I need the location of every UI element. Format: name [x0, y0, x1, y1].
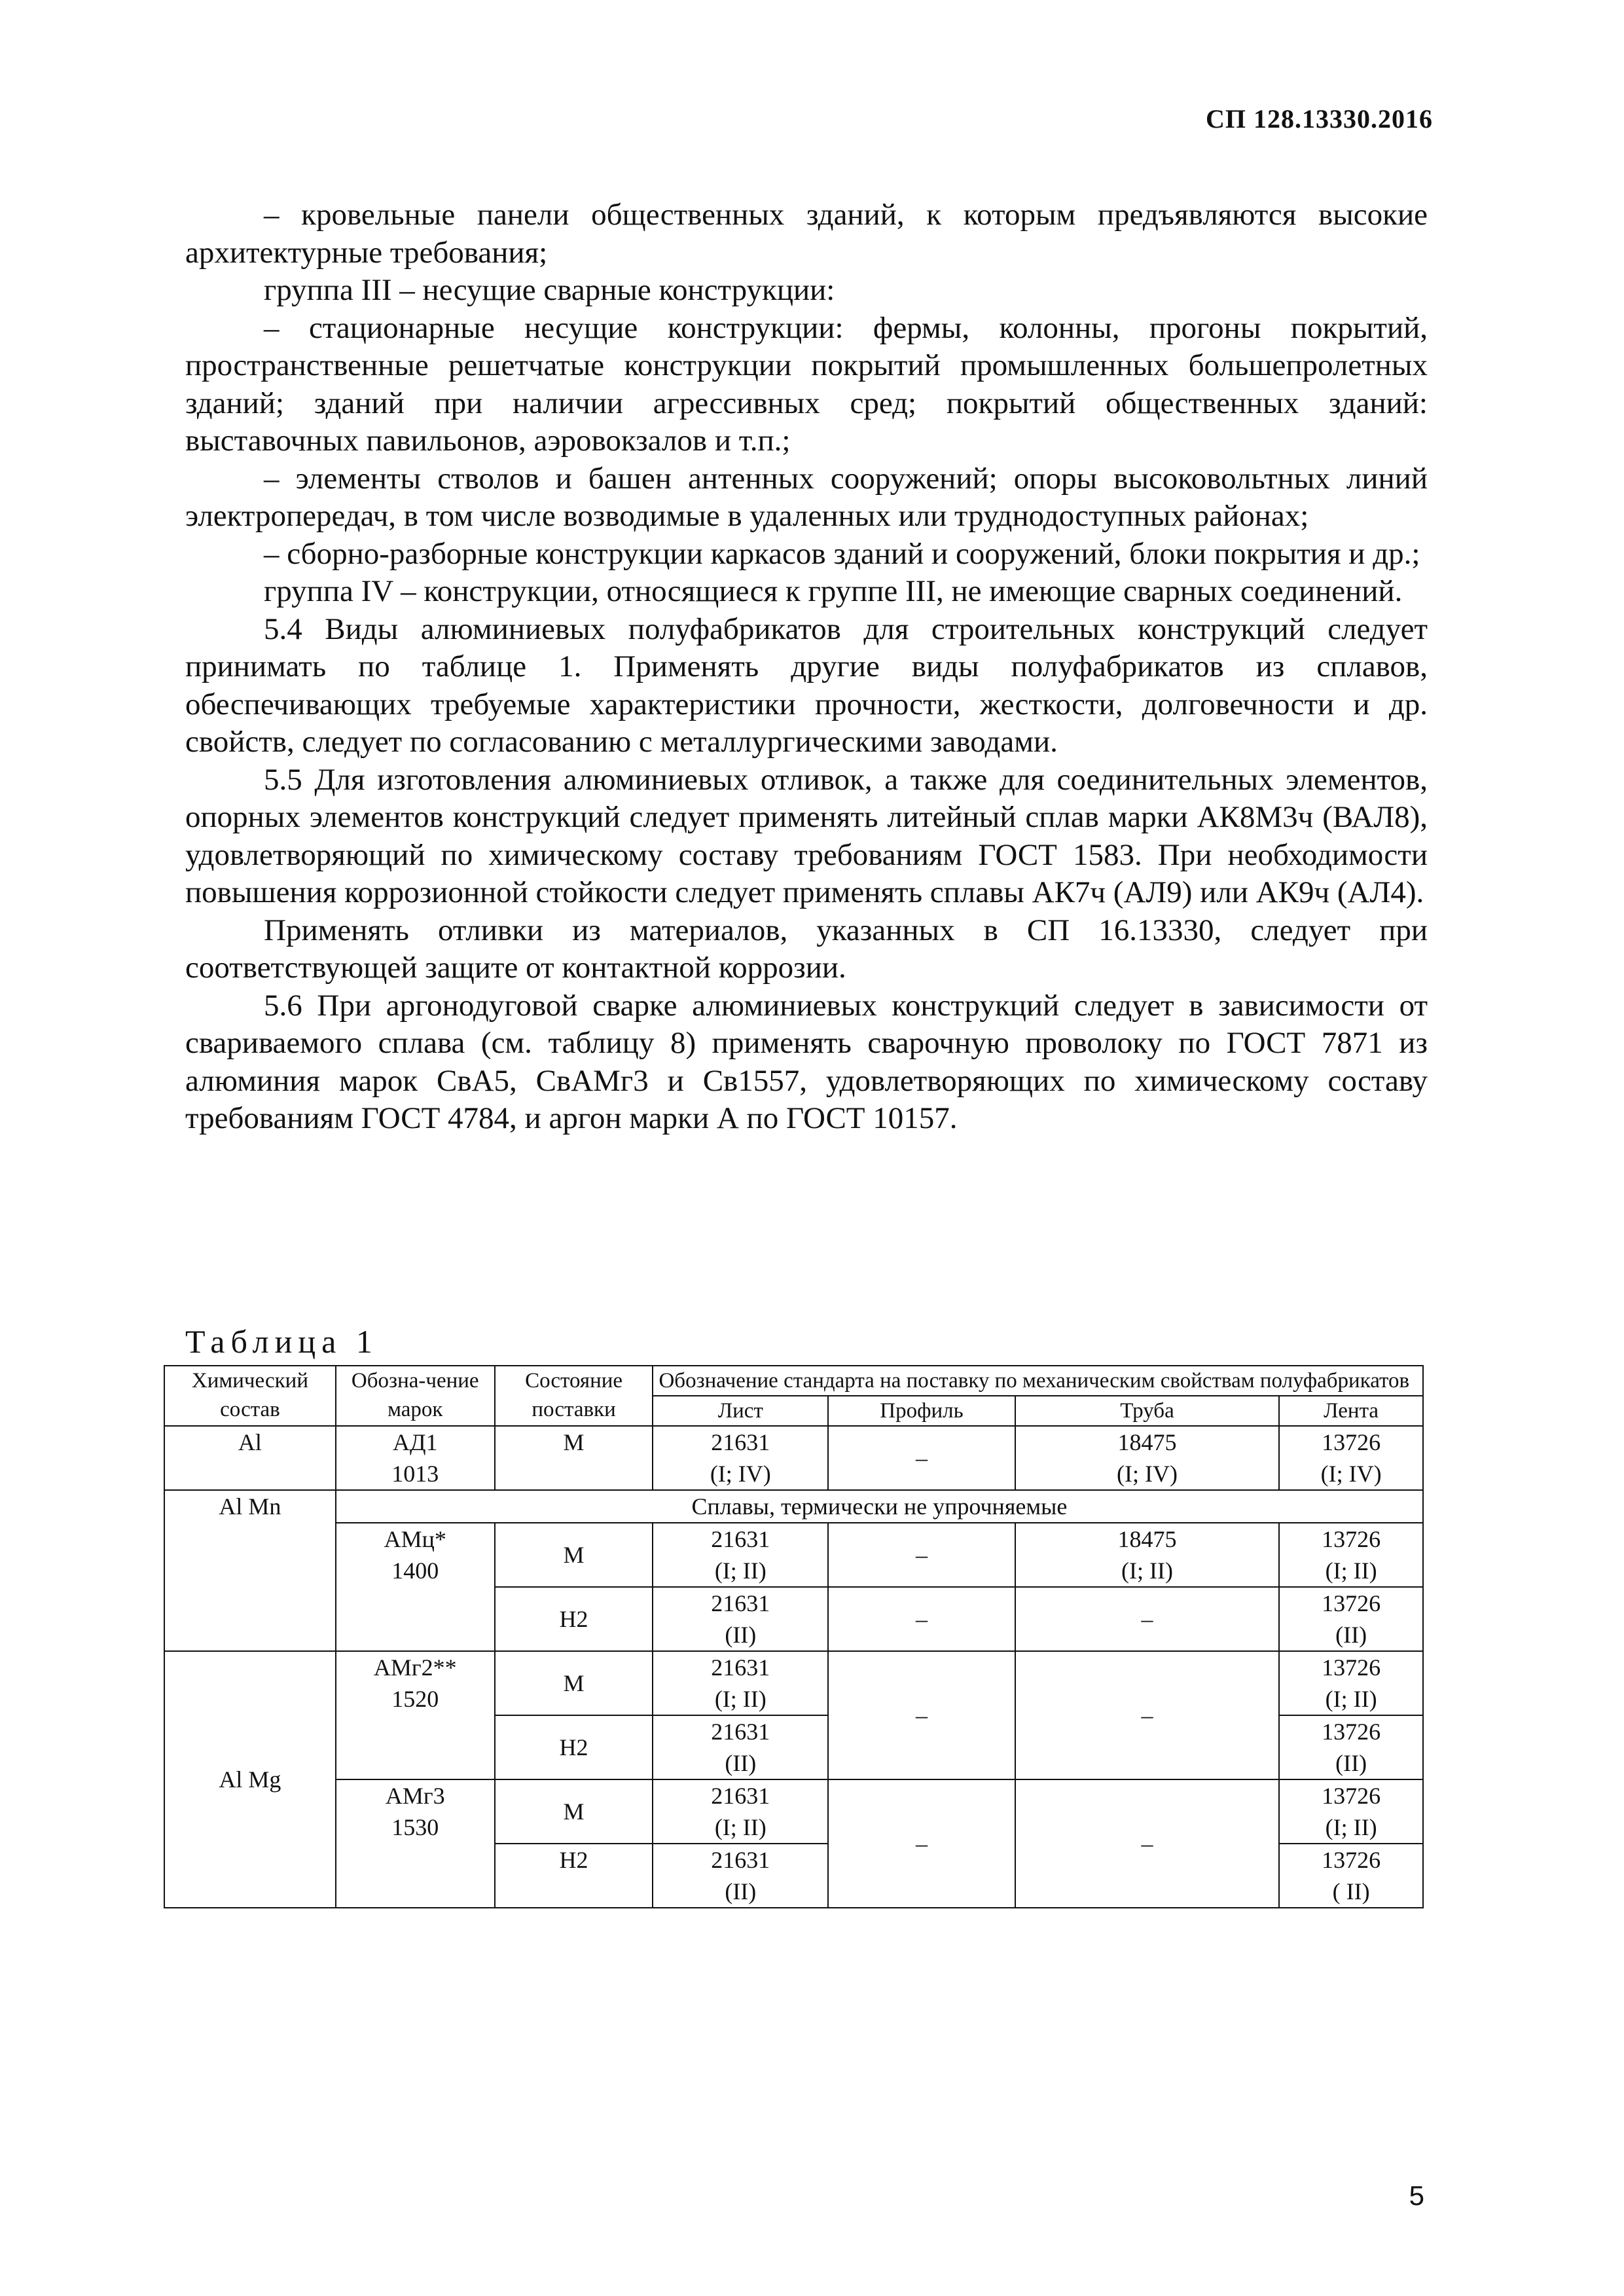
paragraph: группа III – несущие сварные конструкции: — [264, 273, 835, 307]
paragraph: – сборно-разборные конструкции каркасов зданий и сооружений, блоки покрытия и др.; — [264, 536, 1420, 571]
cell-dash: – — [828, 1651, 1015, 1779]
section-row: Сплавы, термически не упрочняемые — [336, 1490, 1423, 1523]
cell-strip: 13726 (I; II) — [1279, 1523, 1423, 1587]
alloy-table — [164, 1365, 1424, 1908]
paragraph: – элементы стволов и башен антенных сооружений; опоры высоковольтных линий электропередач, в том числе возводимые в удаленных или труднодоступных районах; — [185, 461, 1428, 533]
cell-grade: АД1 1013 — [336, 1426, 495, 1490]
header-state: Состояние поставки — [495, 1366, 653, 1426]
header-sheet: Лист — [653, 1396, 828, 1426]
cell-sheet: 21631 (I; II) — [653, 1651, 828, 1715]
cell-state: М — [495, 1651, 653, 1715]
cell-sheet: 21631 (II) — [653, 1715, 828, 1779]
page-number: 5 — [1409, 2180, 1424, 2211]
cell-state: Н2 — [495, 1844, 653, 1908]
cell-dash: – — [828, 1779, 1015, 1908]
cell-composition: Al Mg — [164, 1651, 336, 1908]
cell-strip: 13726 (I; II) — [1279, 1651, 1423, 1715]
paragraph: Применять отливки из материалов, указанных в СП 16.13330, следует при соответствующей защите от контактной коррозии. — [185, 913, 1428, 985]
cell-sheet: 21631 (I; IV) — [653, 1426, 828, 1490]
header-profile: Профиль — [828, 1396, 1015, 1426]
cell-composition: Al — [164, 1426, 336, 1490]
cell-pipe: 18475 (I; IV) — [1015, 1426, 1279, 1490]
table-caption: Таблица 1 — [185, 1323, 378, 1360]
header-strip: Лента — [1279, 1396, 1423, 1426]
cell-grade: АМц* 1400 — [336, 1523, 495, 1651]
cell-composition: Al Mn — [164, 1490, 336, 1651]
paragraph: – стационарные несущие конструкции: фермы, колонны, прогоны покрытий, пространственные решетчатые конструкции покрытий промышленных большепролетных зданий; зданий при наличии агрессивных сред; покрытий общественных зданий: выставочных павильонов, аэровокзалов и т.п.; — [185, 310, 1428, 458]
cell-strip: 13726 ( II) — [1279, 1844, 1423, 1908]
cell-dash: – — [1015, 1587, 1279, 1651]
cell-dash: – — [828, 1587, 1015, 1651]
cell-state: Н2 — [495, 1715, 653, 1779]
paragraph: 5.4 Виды алюминиевых полуфабрикатов для строительных конструкций следует принимать по таблице 1. Применять другие виды полуфабрикатов из сплавов, обеспечивающих требуемые характеристики прочности, жесткости, долговечности и др. свойств, следует по согласованию с металлургическими заводами. — [185, 611, 1428, 759]
cell-dash: – — [828, 1523, 1015, 1587]
header-composition: Химический состав — [164, 1366, 336, 1426]
cell-strip: 13726 (II) — [1279, 1587, 1423, 1651]
header-grade: Обозна-чение марок — [336, 1366, 495, 1426]
cell-sheet: 21631 (I; II) — [653, 1523, 828, 1587]
cell-pipe: 18475 (I; II) — [1015, 1523, 1279, 1587]
cell-state: М — [495, 1426, 653, 1490]
document-code: СП 128.13330.2016 — [1206, 104, 1433, 134]
cell-grade: АМг2** 1520 — [336, 1651, 495, 1779]
cell-dash: – — [828, 1426, 1015, 1490]
cell-grade: АМг3 1530 — [336, 1779, 495, 1908]
cell-sheet: 21631 (II) — [653, 1844, 828, 1908]
paragraph: 5.6 При аргонодуговой сварке алюминиевых конструкций следует в зависимости от свариваемого сплава (см. таблицу 8) применять сварочную проволоку по ГОСТ 7871 из алюминия марок СвА5, СвАМг3 и Св1557, удовлетворяющих по химическому составу требованиям ГОСТ 4784, и аргон марки А по ГОСТ 10157. — [185, 988, 1428, 1135]
cell-strip: 13726 (II) — [1279, 1715, 1423, 1779]
cell-sheet: 21631 (II) — [653, 1587, 828, 1651]
paragraph: 5.5 Для изготовления алюминиевых отливок, а также для соединительных элементов, опорных элементов конструкций следует применять литейный сплав марки АК8М3ч (ВАЛ8), удовлетворяющий по химическому составу требованиям ГОСТ 1583. При необходимости повышения коррозионной стойкости следует применять сплавы АК7ч (АЛ9) или АК9ч (АЛ4). — [185, 762, 1428, 909]
cell-strip: 13726 (I; IV) — [1279, 1426, 1423, 1490]
cell-dash: – — [1015, 1651, 1279, 1779]
cell-state: М — [495, 1779, 653, 1844]
cell-state: М — [495, 1523, 653, 1587]
header-standard: Обозначение стандарта на поставку по механическим свойствам полуфабрикатов — [653, 1366, 1423, 1396]
cell-strip: 13726 (I; II) — [1279, 1779, 1423, 1844]
header-pipe: Труба — [1015, 1396, 1279, 1426]
cell-state: Н2 — [495, 1587, 653, 1651]
paragraph: – кровельные панели общественных зданий, к которым предъявляются высокие архитектурные требования; — [185, 198, 1428, 270]
cell-sheet: 21631 (I; II) — [653, 1779, 828, 1844]
body-text — [185, 196, 1428, 1138]
cell-dash: – — [1015, 1779, 1279, 1908]
paragraph: группа IV – конструкции, относящиеся к группе III, не имеющие сварных соединений. — [264, 574, 1403, 608]
